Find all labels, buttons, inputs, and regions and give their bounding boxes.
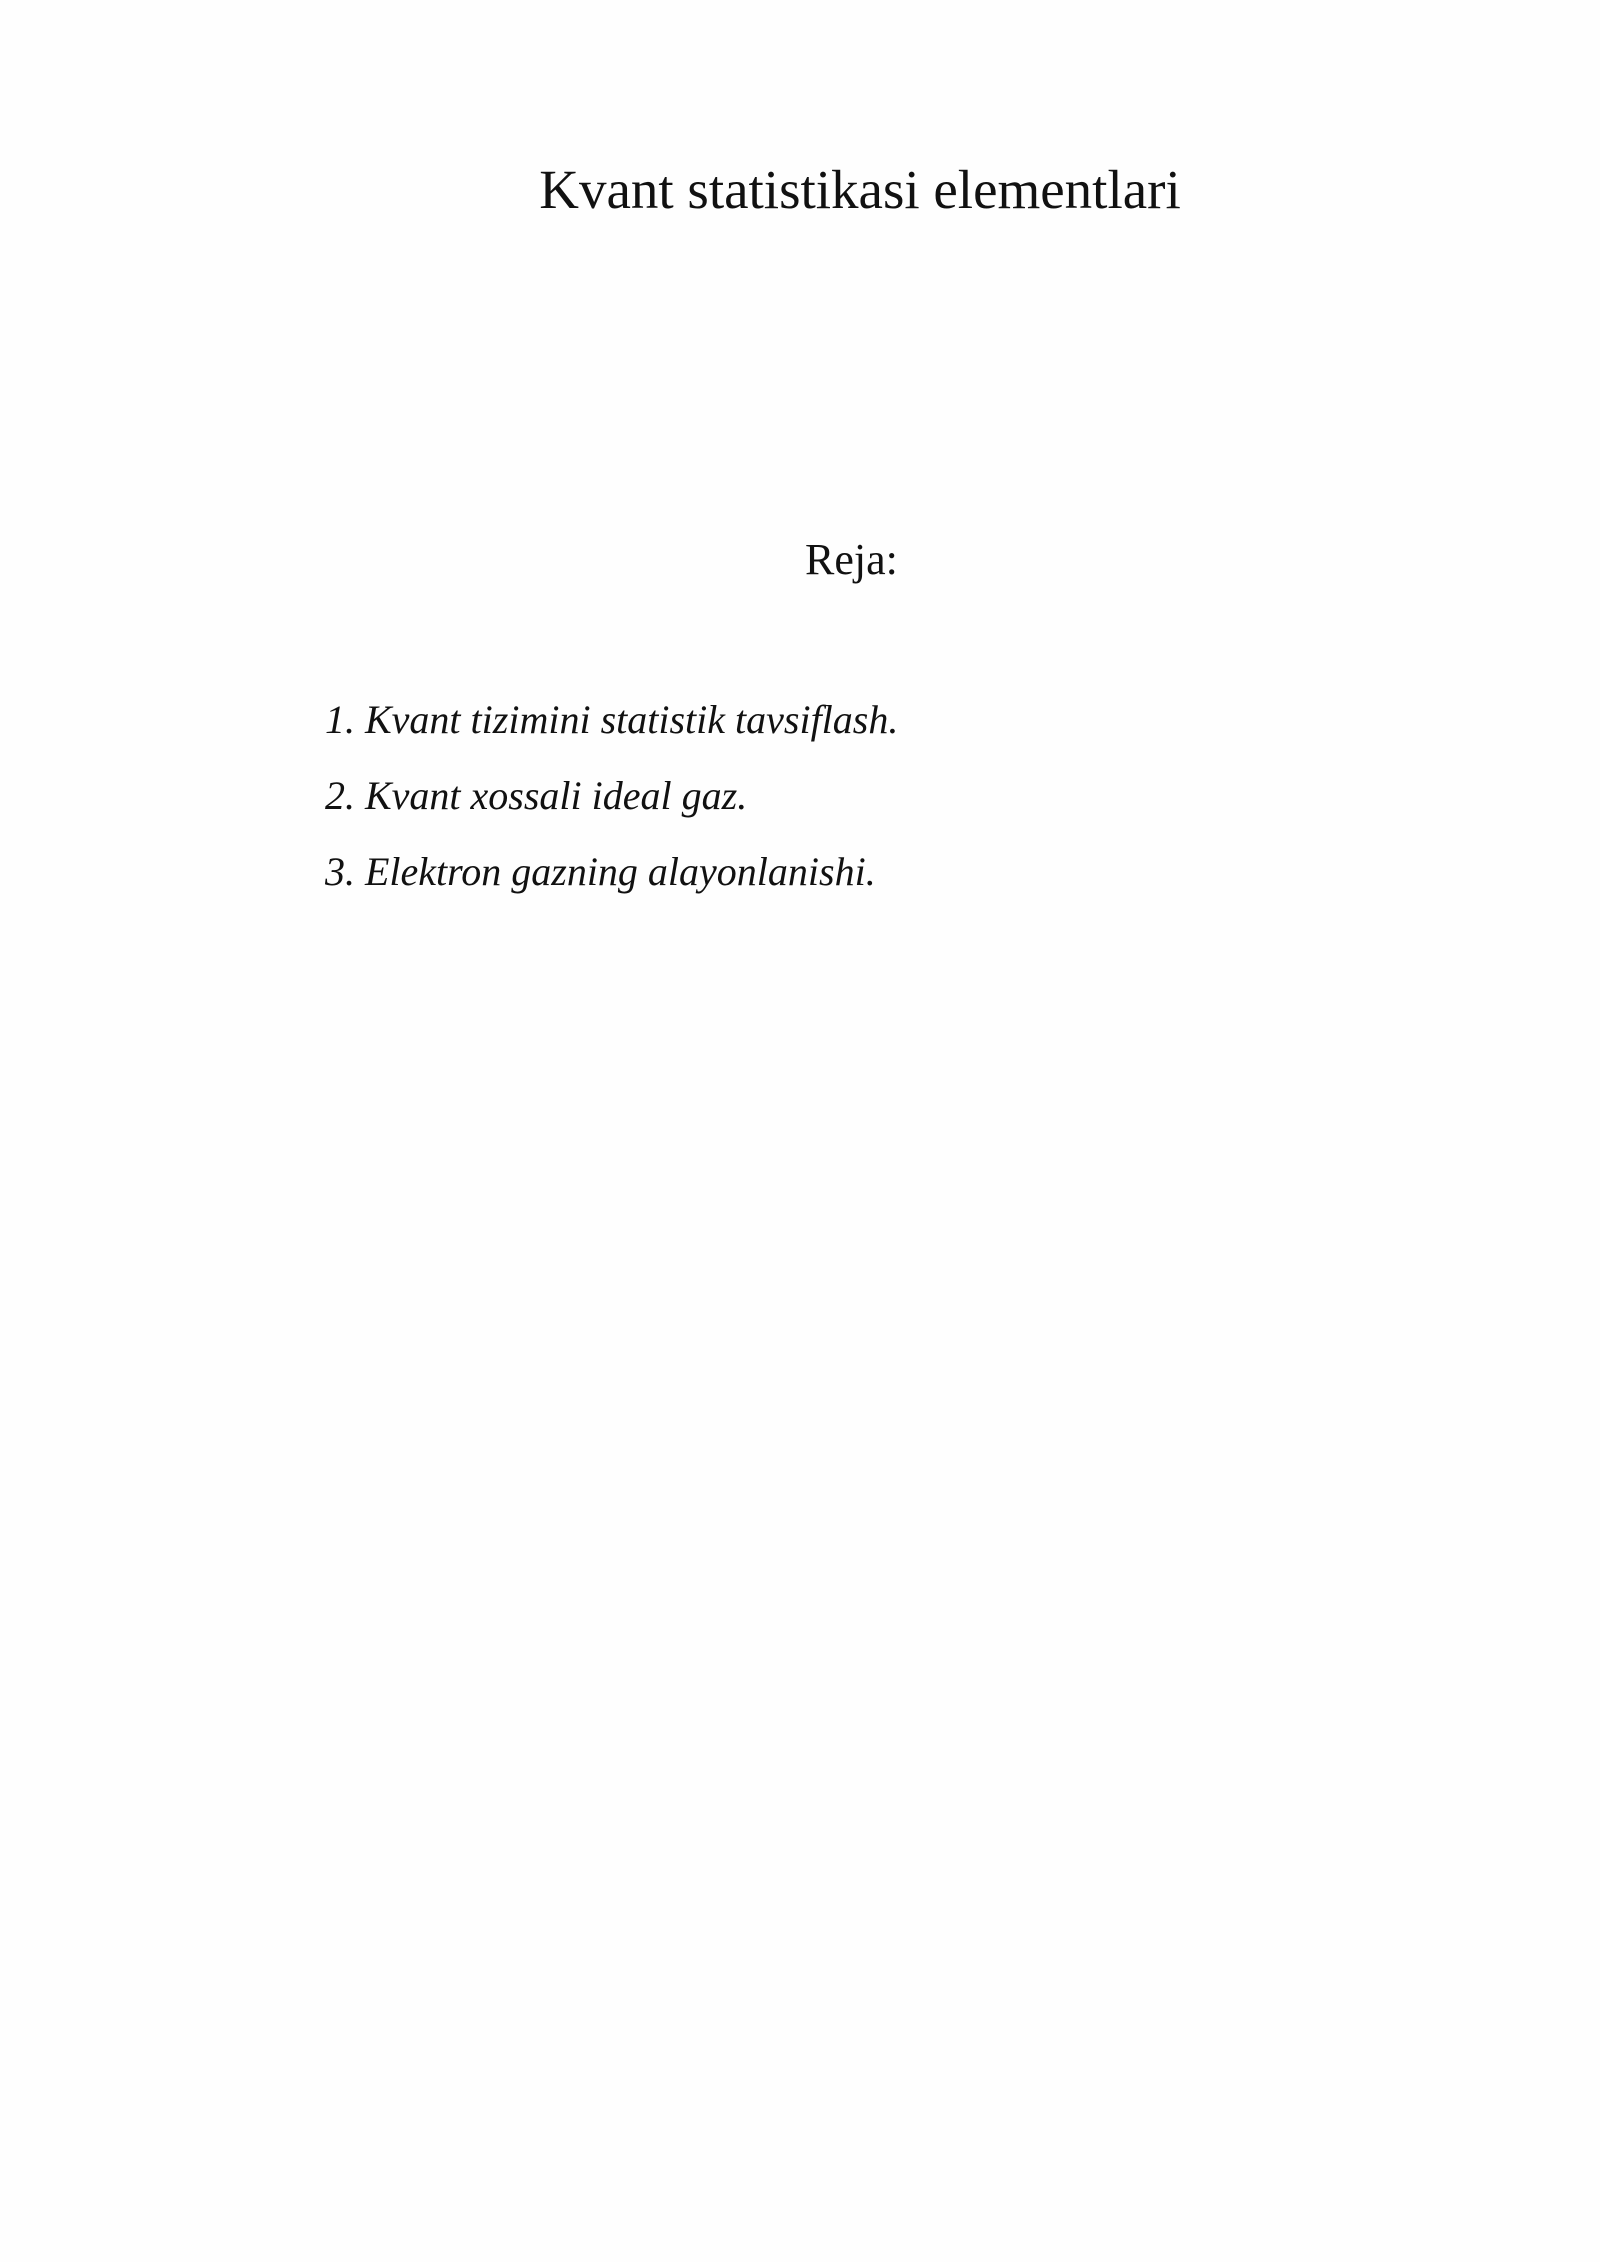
- plan-list: [325, 695, 898, 923]
- document-title: Kvant statistikasi elementlari: [539, 159, 1181, 220]
- plan-heading: Reja:: [805, 535, 898, 584]
- plan-item-2: 2. Kvant xossali ideal gaz.: [325, 773, 748, 818]
- plan-item-1: 1. Kvant tizimini statistik tavsiflash.: [325, 697, 899, 742]
- plan-item-3: 3. Elektron gazning alayonlanishi.: [325, 849, 876, 894]
